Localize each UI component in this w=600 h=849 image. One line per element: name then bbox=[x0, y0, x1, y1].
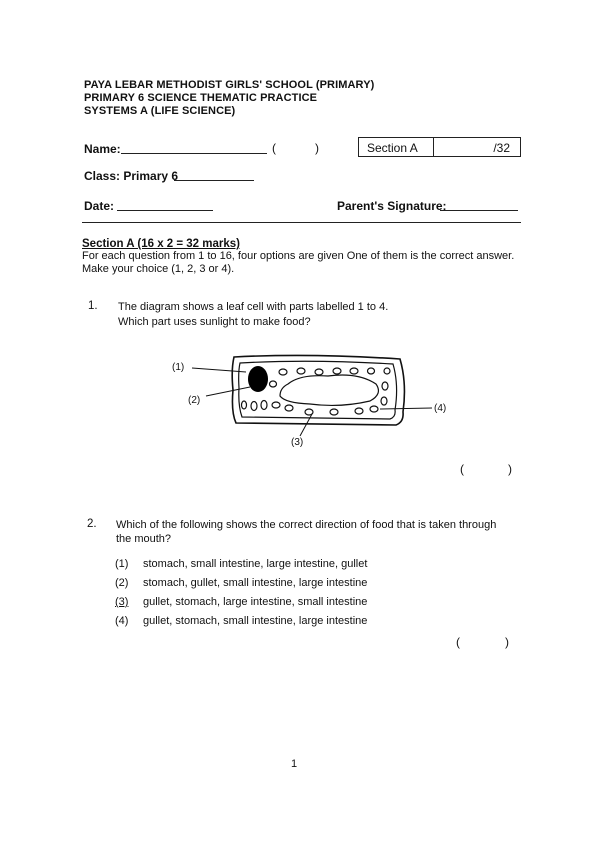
question-2-line1: Which of the following shows the correct direction of food that is taken through bbox=[116, 519, 497, 531]
question-1-line2: Which part uses sunlight to make food? bbox=[118, 316, 311, 328]
diagram-label-4: (4) bbox=[434, 403, 447, 414]
section-score-label: Section A bbox=[367, 141, 418, 155]
section-total-marks: /32 bbox=[493, 141, 510, 155]
section-instructions-line2: Make your choice (1, 2, 3 or 4). bbox=[82, 263, 235, 275]
header-divider bbox=[82, 222, 521, 223]
name-blank[interactable] bbox=[121, 153, 267, 154]
question-2-option-1-number: (1) bbox=[115, 558, 129, 570]
question-2-answer-close: ) bbox=[505, 635, 509, 649]
diagram-label-1: (1) bbox=[172, 362, 185, 373]
question-2-option-4-number: (4) bbox=[115, 615, 129, 627]
register-paren-open: ( bbox=[272, 141, 276, 155]
question-2-option-4-text: gullet, stomach, small intestine, large intestine bbox=[143, 615, 368, 627]
vacuole bbox=[280, 375, 378, 405]
signature-label: Parent's Signature: bbox=[337, 199, 447, 213]
page-number: 1 bbox=[291, 758, 298, 770]
question-1-line1: The diagram shows a leaf cell with parts labelled 1 to 4. bbox=[118, 301, 389, 313]
question-2-option-3-number: (3) bbox=[115, 596, 129, 608]
score-box-divider bbox=[433, 138, 434, 156]
leader-line-4 bbox=[380, 408, 432, 409]
question-2-answer-open: ( bbox=[456, 635, 460, 649]
question-2-option-3-text: gullet, stomach, large intestine, small intestine bbox=[143, 596, 368, 608]
name-label: Name: bbox=[84, 142, 121, 156]
school-name: PAYA LEBAR METHODIST GIRLS' SCHOOL (PRIMARY) bbox=[84, 79, 375, 91]
paper-title: PRIMARY 6 SCIENCE THEMATIC PRACTICE bbox=[84, 92, 318, 104]
question-2-number: 2. bbox=[87, 518, 97, 530]
question-2-option-1-text: stomach, small intestine, large intestine, gullet bbox=[143, 558, 368, 570]
section-title: Section A (16 x 2 = 32 marks) bbox=[82, 238, 240, 250]
leader-line-2 bbox=[206, 387, 250, 396]
class-blank[interactable] bbox=[174, 180, 254, 181]
diagram-label-3: (3) bbox=[291, 437, 304, 448]
paper-topic: SYSTEMS A (LIFE SCIENCE) bbox=[84, 105, 236, 117]
question-1-answer-close: ) bbox=[508, 462, 512, 476]
question-2-option-2-number: (2) bbox=[115, 577, 129, 589]
question-1-number: 1. bbox=[88, 300, 98, 312]
register-paren-close: ) bbox=[315, 141, 319, 155]
date-blank[interactable] bbox=[117, 210, 213, 211]
question-1-answer-open: ( bbox=[460, 462, 464, 476]
question-2-line2: the mouth? bbox=[116, 533, 172, 545]
signature-blank[interactable] bbox=[440, 210, 518, 211]
class-label: Class: Primary 6 bbox=[84, 169, 179, 183]
question-1-answer-blank[interactable] bbox=[467, 460, 505, 476]
nucleus bbox=[248, 366, 268, 392]
question-2-answer-blank[interactable] bbox=[463, 633, 501, 649]
diagram-label-2: (2) bbox=[188, 395, 201, 406]
leaf-cell-diagram bbox=[160, 350, 460, 450]
section-instructions-line1: For each question from 1 to 16, four options are given One of them is the correct answer. bbox=[82, 250, 515, 262]
leader-line-1 bbox=[192, 368, 246, 372]
section-score-box bbox=[358, 137, 521, 157]
date-label: Date: bbox=[84, 199, 115, 213]
question-2-option-2-text: stomach, gullet, small intestine, large intestine bbox=[143, 577, 368, 589]
